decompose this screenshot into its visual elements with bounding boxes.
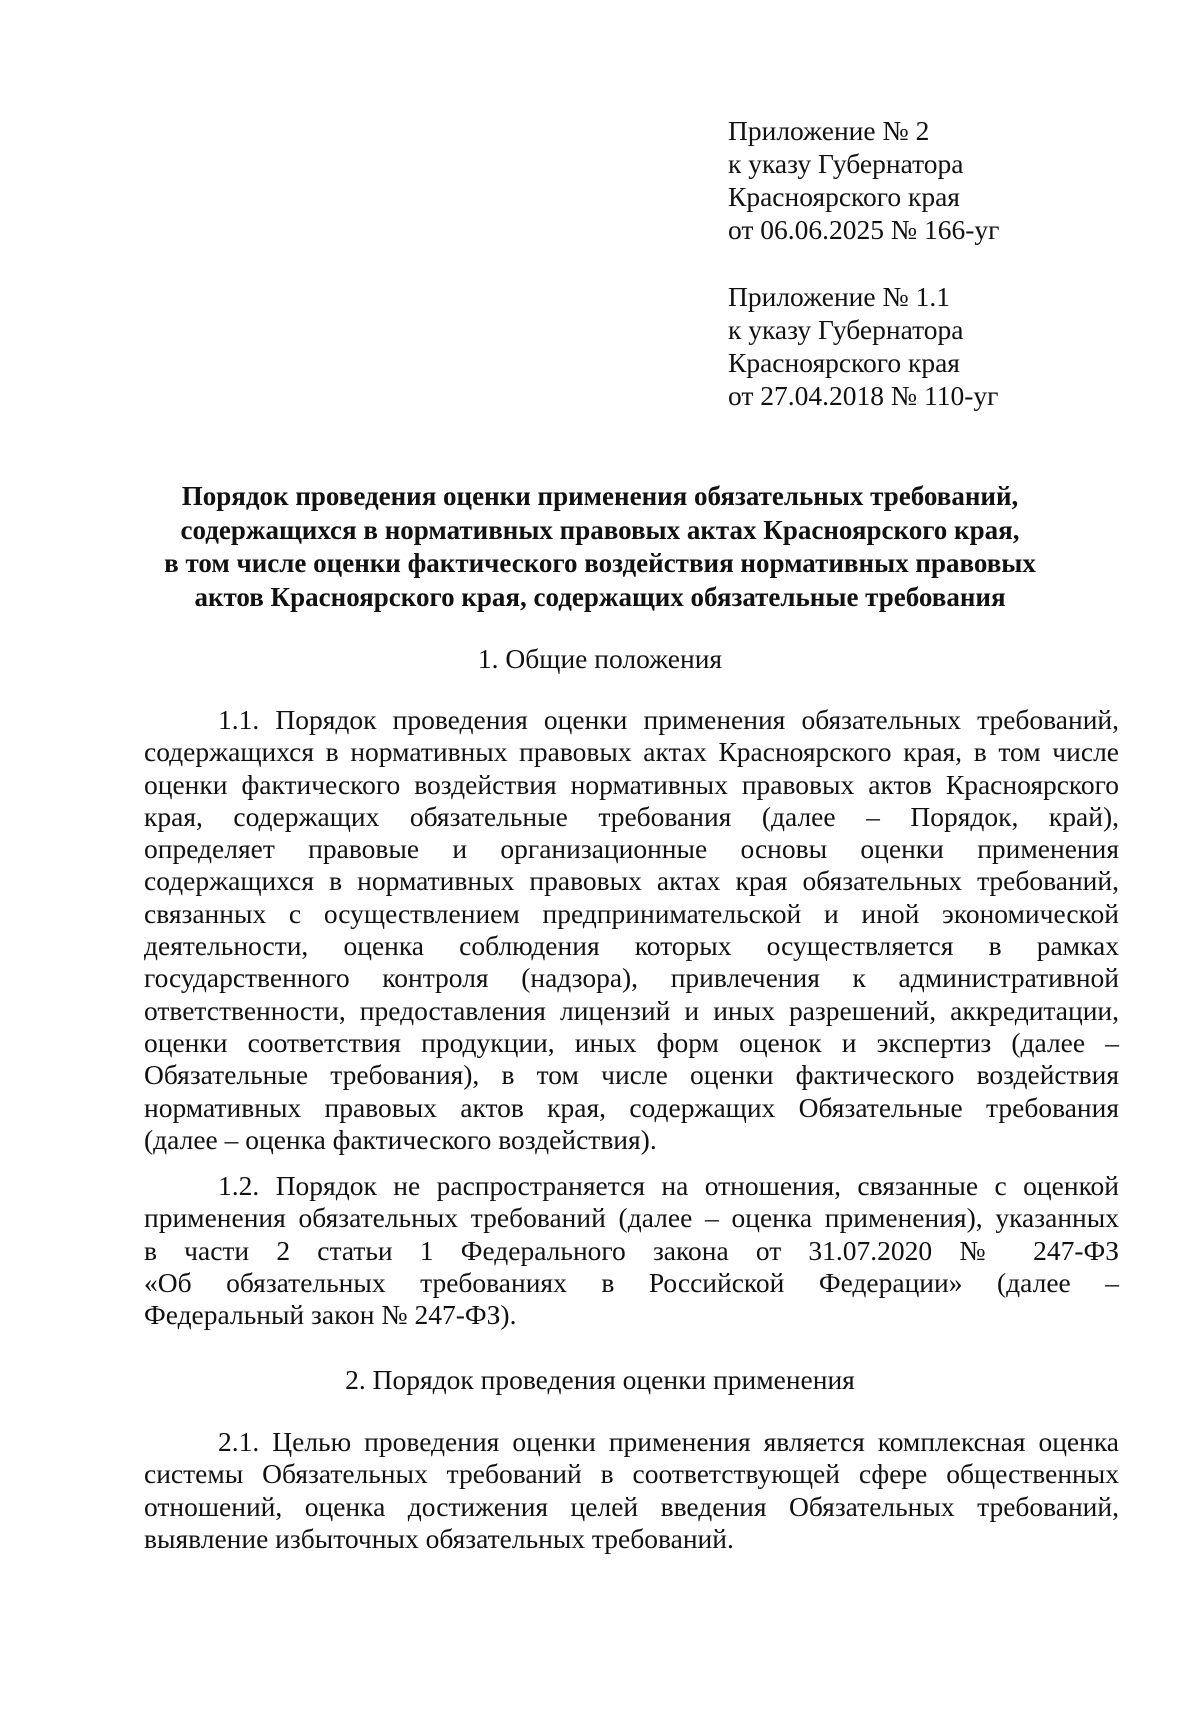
appendix-line: от 27.04.2018 № 110-уг: [728, 380, 999, 411]
appendix-stamp-current: [728, 114, 1168, 246]
paragraph-line: применения обязательных требований (далее – оценка применения), указанных: [144, 1202, 1119, 1234]
paragraph-line: связанных с осуществлением предпринимательской и иной экономической: [144, 897, 1119, 929]
paragraph-line: содержащихся в нормативных правовых актах края обязательных требований,: [144, 865, 1119, 897]
section-heading-general: 1. Общие положения: [477, 643, 723, 674]
paragraph-line: 1.2. Порядок не распространяется на отношения, связанные с оценкой: [218, 1170, 1119, 1201]
document-title: [120, 480, 1080, 614]
paragraph-line: (далее – оценка фактического воздействия).: [144, 1123, 657, 1155]
paragraph-line: 1.1. Порядок проведения оценки применения обязательных требований,: [218, 704, 1119, 735]
paragraph-line: отношений, оценка достижения целей введения Обязательных требований,: [144, 1490, 1119, 1522]
paragraph-line: выявление избыточных обязательных требований.: [144, 1522, 734, 1554]
paragraph-1-2: [144, 1170, 1119, 1331]
title-line: в том числе оценки фактического воздействия нормативных правовых: [164, 548, 1036, 578]
appendix-line: к указу Губернатора: [728, 148, 964, 179]
paragraph-line: края, содержащих обязательные требования (далее – Порядок, край),: [144, 800, 1119, 832]
appendix-stamp-original: [728, 280, 1168, 412]
appendix-line: Приложение № 2: [728, 115, 930, 146]
appendix-line: Приложение № 1.1: [728, 281, 950, 312]
paragraph-line: содержащихся в нормативных правовых актах Красноярского края, в том числе: [144, 736, 1119, 768]
section-heading-assessment: 2. Порядок проведения оценки применения: [345, 1364, 855, 1395]
paragraph-line: ответственности, предоставления лицензий и иных разрешений, аккредитации,: [144, 994, 1119, 1026]
paragraph-line: 2.1. Целью проведения оценки применения является комплексная оценка: [218, 1426, 1119, 1457]
paragraph-line: оценки соответствия продукции, иных форм оценок и экспертиз (далее –: [144, 1026, 1119, 1058]
paragraph-1-1: [144, 704, 1119, 1156]
title-line: актов Красноярского края, содержащих обязательные требования: [194, 581, 1006, 612]
paragraph-line: определяет правовые и организационные основы оценки применения: [144, 833, 1119, 865]
paragraph-line: Федеральный закон № 247-ФЗ).: [144, 1299, 517, 1331]
paragraph-line: деятельности, оценка соблюдения которых осуществляется в рамках: [144, 930, 1119, 962]
title-line: содержащихся в нормативных правовых актах Красноярского края,: [180, 514, 1020, 545]
paragraph-line: «Об обязательных требованиях в Российской Федерации» (далее –: [144, 1266, 1119, 1298]
appendix-line: к указу Губернатора: [728, 314, 964, 345]
paragraph-line: Обязательные требования), в том числе оценки фактического воздействия: [144, 1059, 1119, 1091]
title-line: Порядок проведения оценки применения обязательных требований,: [181, 481, 1019, 511]
paragraph-line: нормативных правовых актов края, содержащих Обязательные требования: [144, 1091, 1119, 1123]
paragraph-2-1: [144, 1426, 1119, 1555]
appendix-line: Красноярского края: [728, 181, 960, 212]
appendix-line: от 06.06.2025 № 166-уг: [728, 214, 1000, 245]
paragraph-line: оценки фактического воздействия нормативных правовых актов Красноярского: [144, 768, 1119, 800]
paragraph-line: системы Обязательных требований в соответствующей сфере общественных: [144, 1458, 1119, 1490]
appendix-line: Красноярского края: [728, 347, 960, 378]
paragraph-line: государственного контроля (надзора), привлечения к административной: [144, 962, 1119, 994]
paragraph-line: в части 2 статьи 1 Федерального закона от 31.07.2020 № 247-ФЗ: [144, 1234, 1119, 1266]
